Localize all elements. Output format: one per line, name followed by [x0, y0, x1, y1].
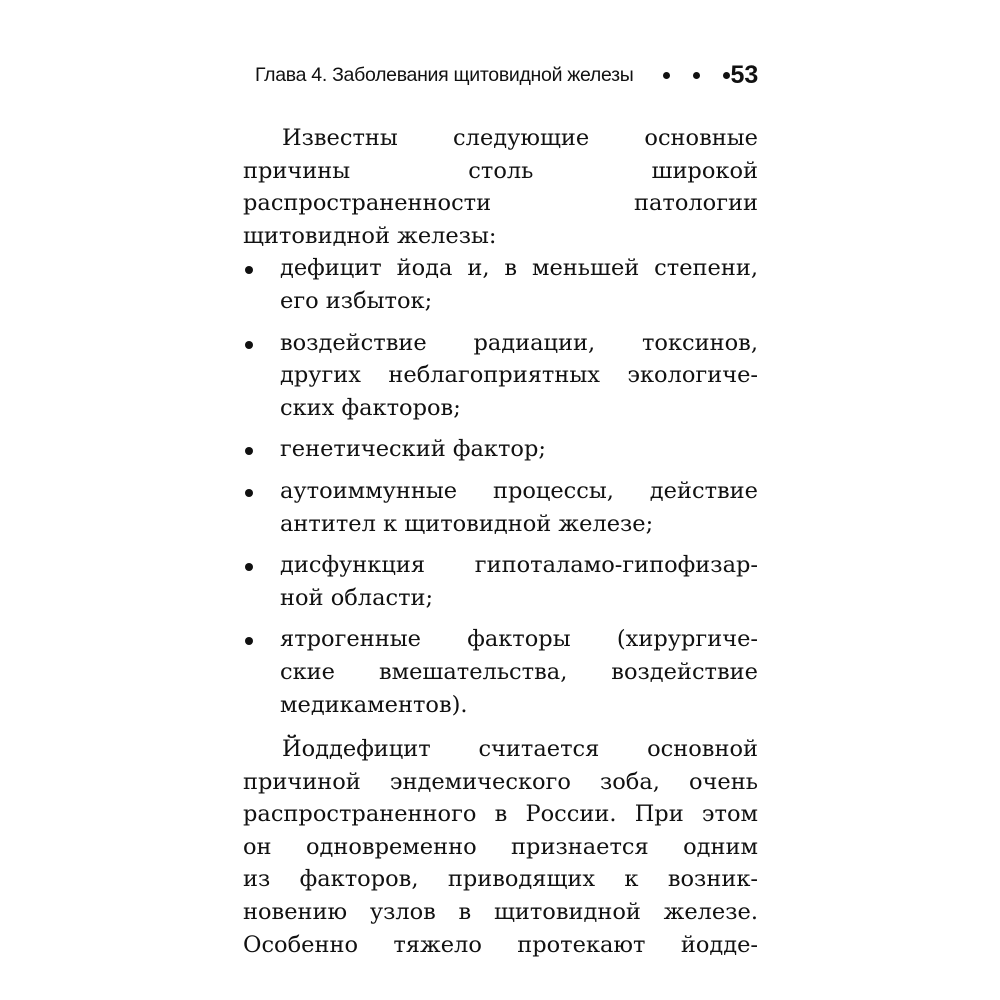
- header-dots: [663, 72, 730, 79]
- bullet-icon: [245, 489, 253, 497]
- dot-icon: [693, 72, 700, 79]
- bullet-icon: [245, 266, 253, 274]
- text-line: причиной эндемического зоба, очень: [243, 768, 758, 795]
- list-item: [243, 623, 758, 721]
- text-line: медикаментов).: [280, 691, 468, 718]
- bullet-icon: [245, 447, 253, 455]
- intro-paragraph: Известны следующие основные причины столь широкой распространенности патологии щитовидной железы:: [243, 125, 758, 249]
- page-body: [243, 122, 758, 961]
- list-item: [243, 433, 758, 466]
- text-line: воздействие радиации, токсинов,: [280, 329, 758, 356]
- text-line: из факторов, приводящих к возник-: [243, 866, 758, 893]
- list-item: [243, 475, 758, 540]
- text-line: аутоиммунные процессы, действие: [280, 477, 758, 504]
- chapter-title: Глава 4. Заболевания щитовидной железы: [255, 63, 634, 86]
- list-item: [243, 327, 758, 425]
- bullet-icon: [245, 637, 253, 645]
- text-line: ятрогенные факторы (хирургиче-: [280, 626, 758, 653]
- text-line: генетический фактор;: [280, 436, 546, 463]
- list-item: [243, 252, 758, 317]
- text-line: Особенно тяжело протекают йодде-: [243, 931, 758, 958]
- text-line: ские вмешательства, воздействие: [280, 658, 758, 685]
- bullet-icon: [245, 563, 253, 571]
- text-line: его избыток;: [280, 287, 433, 314]
- text-line: антител к щитовидной железе;: [280, 510, 654, 537]
- list-item: [243, 549, 758, 614]
- dot-icon: [663, 72, 670, 79]
- running-header: [255, 58, 758, 92]
- text-line: других неблагоприятных экологиче-: [280, 362, 758, 389]
- text-line: новению узлов в щитовидной железе.: [243, 899, 758, 926]
- text-line: ских факторов;: [280, 394, 461, 421]
- text-line: дисфункция гипоталамо-гипофизар-: [280, 552, 758, 579]
- bullet-icon: [245, 341, 253, 349]
- text-line: дефицит йода и, в меньшей степени,: [280, 255, 758, 282]
- causes-list: [243, 252, 758, 721]
- text-line: ной области;: [280, 584, 434, 611]
- text-line: он одновременно признается одним: [243, 833, 758, 860]
- text-line: Йоддефицит считается основной: [282, 736, 758, 763]
- dot-icon: [723, 72, 730, 79]
- body-paragraph: [243, 733, 758, 961]
- text-line: распространенного в России. При этом: [243, 801, 758, 828]
- page-number: 53: [730, 60, 759, 89]
